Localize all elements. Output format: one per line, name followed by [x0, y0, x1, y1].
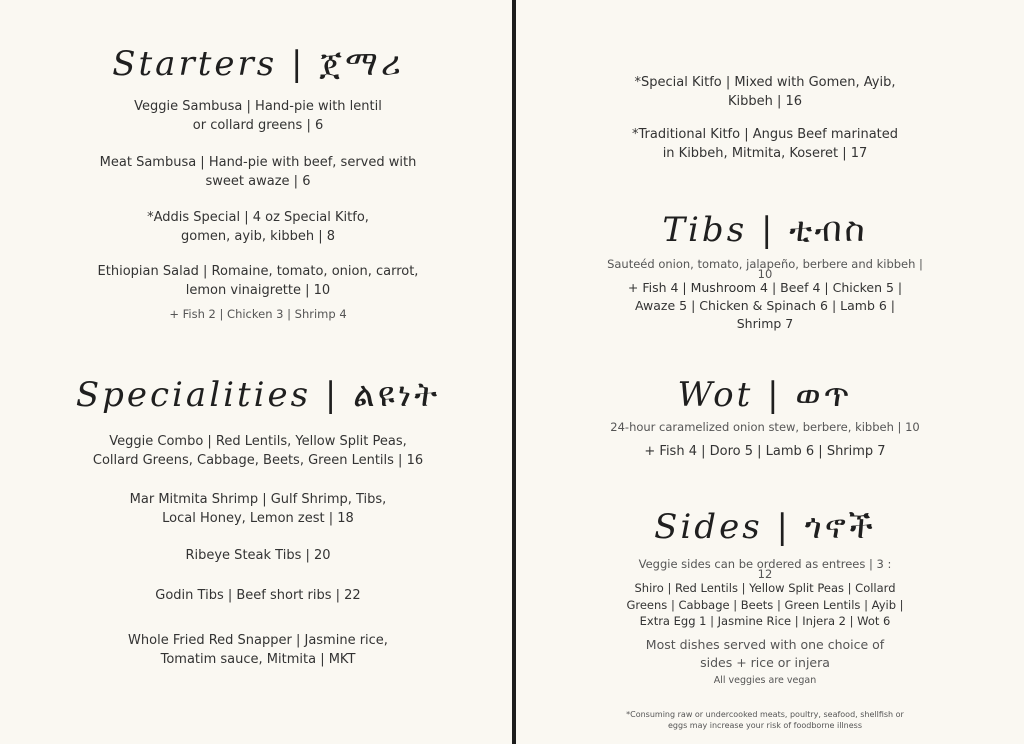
menu-item: Meat Sambusa | Hand-pie with beef, served with sweet awaze | 6 [99, 155, 417, 189]
tibs-amharic: ቲብስ [789, 210, 868, 250]
wot-heading [570, 375, 960, 415]
sides-list: Shiro | Red Lentils | Yellow Split Peas | Collard Greens | Cabbage | Beets | Green Lentils | Ayib | Extra Egg 1 | Jasmine Rice | Injera 2 | Wot 6 [626, 581, 904, 628]
foodborne-disclaimer: *Consuming raw or undercooked meats, poultry, seafood, shellfish or eggs may increase your risk of foodborne illness [626, 710, 904, 730]
tibs-addons: + Fish 4 | Mushroom 4 | Beef 4 | Chicken 5 | Awaze 5 | Chicken & Spinach 6 | Lamb 6 | Shrimp 7 [627, 280, 903, 331]
sides-title: Sides [654, 507, 763, 547]
menu-item: *Traditional Kitfo | Angus Beef marinated in Kibbeh, Mitmita, Koseret | 17 [631, 127, 899, 161]
menu-item: Ethiopian Salad | Romaine, tomato, onion, carrot, lemon vinaigrette | 10 [97, 264, 419, 298]
vegan-note: All veggies are vegan [713, 675, 817, 686]
wot-addons: + Fish 4 | Doro 5 | Lamb 6 | Shrimp 7 [644, 444, 886, 459]
menu-item: *Addis Special | 4 oz Special Kitfo, gomen, ayib, kibbeh | 8 [147, 210, 369, 244]
specialities-amharic: ልዩነት [353, 375, 441, 415]
tibs-title: Tibs [662, 210, 748, 250]
menu-item: Mar Mitmita Shrimp | Gulf Shrimp, Tibs, Local Honey, Lemon zest | 18 [129, 492, 387, 526]
heading-separator: | [324, 375, 340, 415]
heading-separator: | [776, 507, 791, 547]
specialities-title: Specialities [75, 375, 312, 415]
tibs-heading [570, 210, 960, 250]
menu-item: Whole Fried Red Snapper | Jasmine rice, Tomatim sauce, Mitmita | MKT [128, 633, 388, 667]
heading-separator: | [767, 375, 782, 415]
menu-item: *Special Kitfo | Mixed with Gomen, Ayib, Kibbeh | 16 [634, 75, 896, 109]
sides-amharic: ጎኖች [804, 507, 876, 547]
sides-description: Veggie sides can be ordered as entrees | 3 : 12 [638, 557, 892, 581]
menu-item: Godin Tibs | Beef short ribs | 22 [155, 588, 361, 603]
menu-item: Veggie Combo | Red Lentils, Yellow Split Peas, Collard Greens, Cabbage, Beets, Green Lentils | 16 [92, 434, 424, 468]
wot-description: 24-hour caramelized onion stew, berbere, kibbeh | 10 [610, 420, 920, 434]
served-note: Most dishes served with one choice of sides + rice or injera [645, 637, 885, 670]
starters-amharic: ጀማሪ [319, 44, 404, 84]
heading-separator: | [760, 210, 776, 250]
specialities-heading [58, 375, 458, 415]
menu-item: Ribeye Steak Tibs | 20 [185, 548, 331, 563]
heading-separator: | [291, 44, 306, 84]
sides-heading [570, 507, 960, 547]
menu-item: Veggie Sambusa | Hand-pie with lentil or collard greens | 6 [134, 99, 382, 133]
wot-amharic: ወጥ [795, 375, 853, 415]
starters-title: Starters [112, 44, 278, 84]
tibs-description: Sauteéd onion, tomato, jalapeño, berbere and kibbeh | 10 [607, 257, 923, 281]
wot-title: Wot [677, 375, 754, 415]
starters-addons: + Fish 2 | Chicken 3 | Shrimp 4 [169, 307, 347, 321]
column-divider [512, 0, 516, 744]
starters-heading [58, 44, 458, 84]
